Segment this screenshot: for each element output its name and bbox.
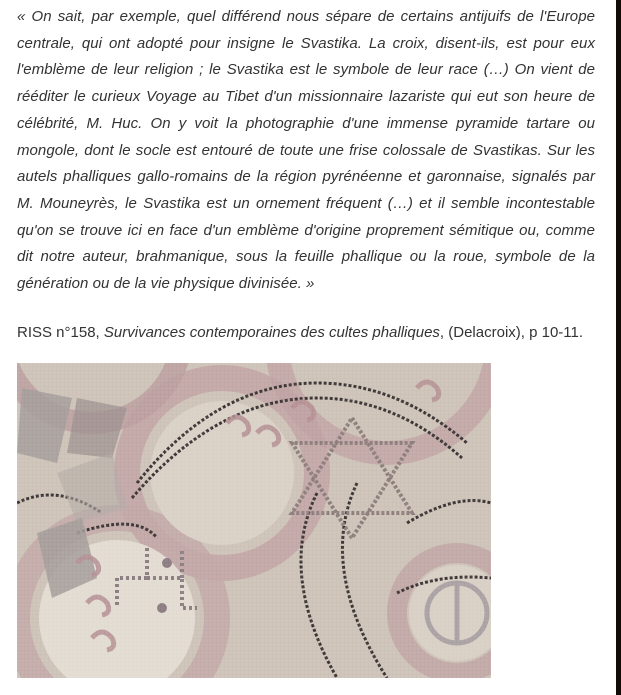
- citation-prefix: RISS n°158,: [17, 324, 104, 341]
- citation-title: Survivances contemporaines des cultes phalliques: [103, 324, 440, 341]
- article-content: [17, 4, 595, 341]
- quote-paragraph: « On sait, par exemple, quel différend nous sépare de certains antijuifs de l'Europe centrale, qui ont adopté pour insigne le Svastika. La croix, disent-ils, est pour eux l'emblème de leur religion ; le Svastika est le symbole de leur race (…) On vient de rééditer le curieux Voyage au Tibet d'un missionnaire lazariste qui eut son heure de célébrité, M. Huc. On y voit la photographie d'une immense pyramide tartare ou mongole, dont le socle est entouré de toute une frise colossale de Svastikas. Sur les autels phalliques gallo-romains de la région pyrénéenne et garonnaise, signalés par M. Mouneyrès, le Svastika est un ornement fréquent (…) et il semble incontestable qu'on se trouve ici en face d'un emblème d'origine proprement sémitique ou, comme dit notre auteur, brahmanique, sous la feuille phallique ou la roue, symbole de la génération ou de la vie physique divinisée. »: [17, 8, 595, 293]
- citation: [17, 320, 583, 346]
- window-edge-bar: [616, 0, 621, 695]
- citation-suffix: , (Delacroix), p 10-11.: [439, 324, 584, 341]
- mosaic-image: [17, 363, 491, 678]
